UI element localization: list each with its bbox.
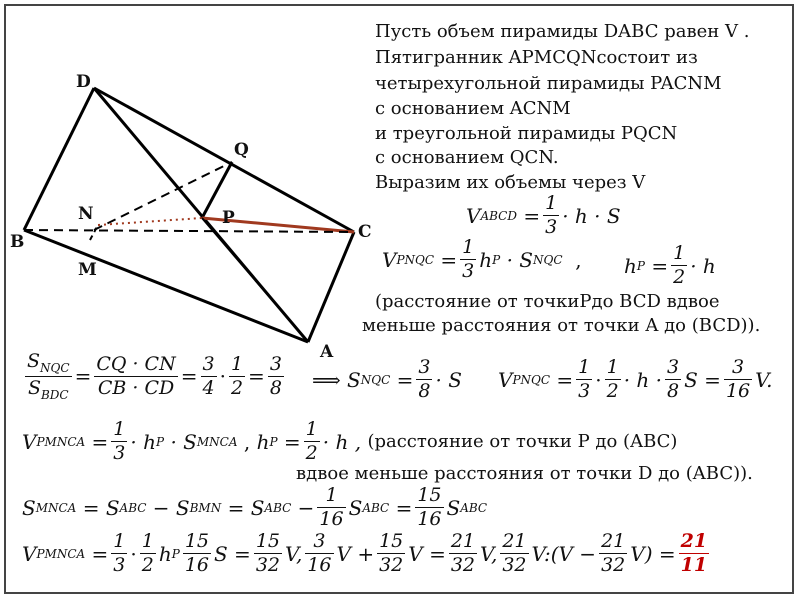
formula-snqc: ⟹ S NQC = 3 8 · S <box>312 356 462 402</box>
formula-vpmnca: V PMNCA = 1 3 · h P · S MNCA , h P = 1 2 · h , (расстояние от точки P до (ABC) <box>22 418 678 464</box>
vertex-label-a: A <box>320 342 334 362</box>
formula-final: V PMNCA = 1 3 · 1 2 h P 15 16 S = 15 32 V, 3 16 V + 15 32 V = 21 32 V, 21 32 V: (V − 21 32 V) = 21 11 <box>22 530 708 576</box>
formula-smnca: S MNCA = S ABC − S BMN = S ABC − 1 16 S ABC = 15 16 S ABC <box>22 484 488 530</box>
vertex-label-m: M <box>78 260 97 280</box>
vertex-label-q: Q <box>234 140 249 160</box>
text-line-3: четырехугольной пирамиды PACNM <box>375 73 722 94</box>
vertex-label-c: C <box>358 222 372 242</box>
text-line-1: Пусть объем пирамиды DABC равен V . <box>375 21 750 42</box>
formula-vabcd: V ABCD = 1 3 · h · S <box>466 192 621 238</box>
edge-bc <box>24 230 354 232</box>
edge-mn <box>90 225 98 240</box>
formula-vpnqc: V PNQC = 1 3 h P · S NQC , <box>382 236 582 282</box>
text-line-6: с основанием QCN. <box>375 147 559 168</box>
formula-ratio: $S_{NQC}$ $S_{BDC}$ = CQ · CN CB · CD = 3 4 · 1 2 = 3 8 <box>27 350 282 402</box>
edge-ca <box>308 232 354 342</box>
text-line-4: с основанием ACNM <box>375 98 571 119</box>
text-line-5: и треугольной пирамиды PQCN <box>375 123 678 144</box>
edge-ba <box>24 230 308 342</box>
pyramid-drawing <box>10 70 370 360</box>
text-line-2: Пятигранник APMCQNсостоит из <box>375 47 698 68</box>
text-line-8: (расстояние от точкиPдо BCD вдвое <box>375 291 720 312</box>
vertex-label-d: D <box>76 72 91 92</box>
text-vpmnca-note2: вдвое меньше расстояния от точки D до (ABC)). <box>296 463 753 484</box>
vertex-label-b: B <box>10 232 25 252</box>
text-line-9: меньше расстояния от точки A до (BCD)). <box>362 315 761 336</box>
edge-np <box>98 218 202 225</box>
formula-vpnqc-result: V PNQC = 1 3 · 1 2 · h · 3 8 S = 3 16 V. <box>498 356 773 402</box>
formula-hp: h P = 1 2 · h <box>624 242 716 288</box>
pyramid-figure <box>10 70 370 360</box>
text-line-7: Выразим их объемы через V <box>375 172 646 193</box>
vertex-label-n: N <box>78 204 94 224</box>
edge-pa <box>202 218 308 342</box>
vertex-label-p: P <box>222 208 235 228</box>
final-answer: 21 11 <box>680 530 708 576</box>
